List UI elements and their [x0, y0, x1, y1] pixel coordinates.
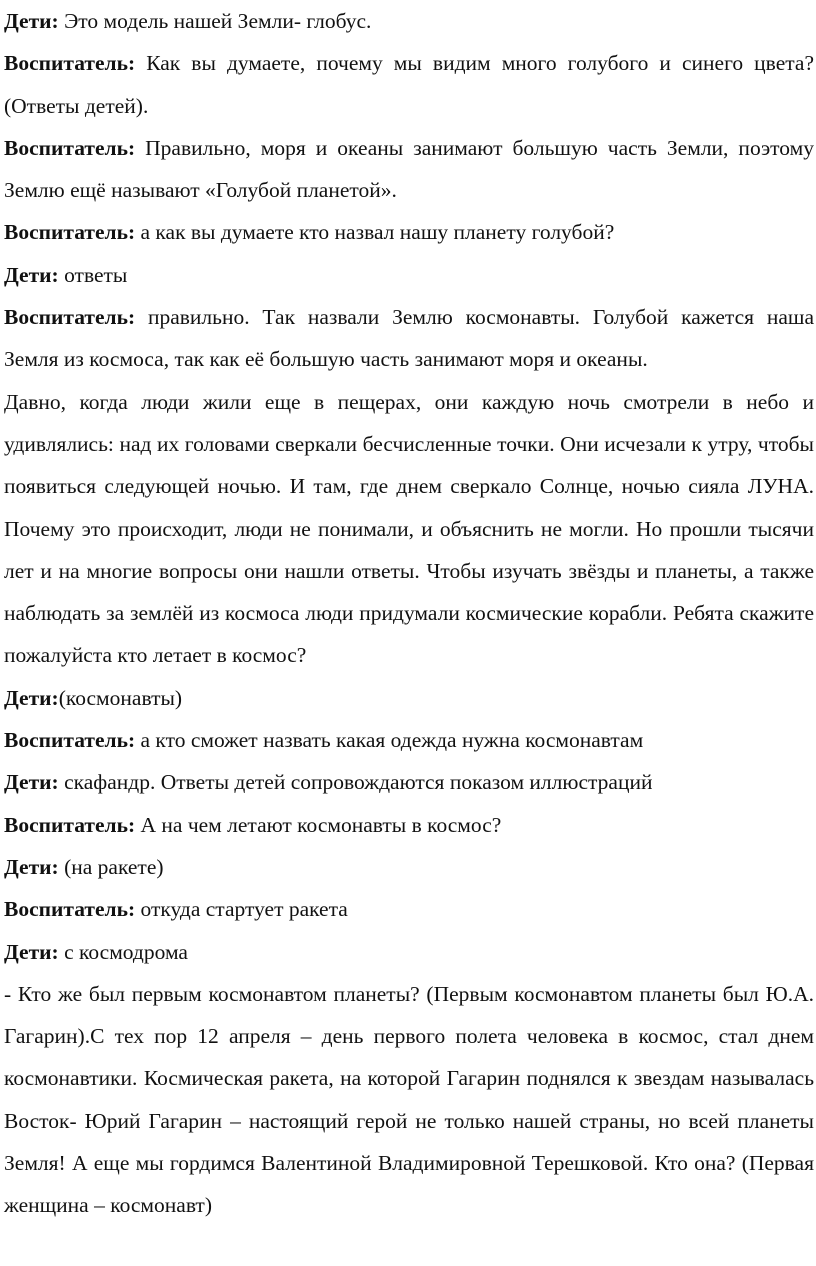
speaker-label: Воспитатель:: [4, 897, 136, 922]
speaker-label: Дети:: [4, 685, 59, 710]
speaker-label: Дети:: [4, 9, 59, 33]
dialogue-line-9: [4, 761, 814, 803]
line-text: Правильно, моря и океаны занимают большую часть Земли, поэтому Землю ещё называют «Голубой планетой».: [4, 135, 814, 203]
dialogue-line-7: [4, 677, 814, 719]
line-text: а как вы думаете кто назвал нашу планету голубой?: [135, 220, 615, 245]
line-text: Это модель нашей Земли- глобус.: [58, 9, 372, 33]
line-text: (космонавты): [58, 685, 183, 710]
dialogue-line-3: [4, 127, 814, 212]
dialogue-line-8: [4, 719, 814, 761]
speaker-label: Дети:: [4, 770, 59, 795]
speaker-label: Дети:: [4, 262, 59, 287]
speaker-label: Дети:: [4, 939, 59, 964]
speaker-label: Воспитатель:: [4, 135, 136, 160]
narrative-paragraph-1: [4, 381, 814, 677]
line-text: правильно. Так назвали Землю космонавты. Голубой кажется наша Земля из космоса, так как её большую часть занимают моря и океаны.: [4, 305, 814, 372]
dialogue-line-11: [4, 846, 814, 888]
paragraph-text: - Кто же был первым космонавтом планеты? (Первым космонавтом планеты был Ю.А. Гагарин).С тех пор 12 апреля – день первого полета человека в космос, стал днем космонавтики. Космическая ракета, на которой Гагарин поднялся к звездам называлась Восток- Юрий Гагарин – настоящий герой не только нашей страны, но всей планеты Земля! А еще мы гордимся Валентиной Владимировной Терешковой. Кто она? (Первая женщина – космонавт): [4, 981, 814, 1218]
speaker-label: Воспитатель:: [4, 51, 136, 76]
speaker-label: Воспитатель:: [4, 812, 136, 837]
line-text: ответы: [58, 262, 128, 287]
dialogue-line-12: [4, 888, 814, 930]
line-text: с космодрома: [58, 939, 188, 964]
dialogue-line-4: [4, 211, 814, 253]
dialogue-line-2: [4, 42, 814, 127]
line-text: а кто сможет назвать какая одежда нужна космонавтам: [135, 728, 644, 753]
speaker-label: Воспитатель:: [4, 220, 136, 245]
speaker-label: Воспитатель:: [4, 305, 136, 330]
speaker-label: Дети:: [4, 854, 59, 879]
speaker-label: Воспитатель:: [4, 728, 136, 753]
line-text: Как вы думаете, почему мы видим много голубого и синего цвета?(Ответы детей).: [4, 51, 814, 118]
dialogue-line-1: [4, 0, 814, 42]
dialogue-line-6: [4, 296, 814, 381]
line-text: скафандр. Ответы детей сопровождаются показом иллюстраций: [58, 770, 653, 795]
line-text: откуда стартует ракета: [135, 897, 348, 922]
line-text: А на чем летают космонавты в космос?: [135, 812, 502, 837]
dialogue-line-10: [4, 804, 814, 846]
dialogue-line-13: [4, 931, 814, 973]
narrative-paragraph-2: [4, 973, 814, 1227]
dialogue-line-5: [4, 254, 814, 296]
document-page: [4, 0, 814, 1227]
line-text: (на ракете): [58, 854, 164, 879]
paragraph-text: Давно, когда люди жили еще в пещерах, они каждую ночь смотрели в небо и удивлялись: над их головами сверкали бесчисленные точки. Они исчезали к утру, чтобы появиться следующей ночью. И там, где днем сверкало Солнце, ночью сияла ЛУНА. Почему это происходит, люди не понимали, и объяснить не могли. Но прошли тысячи лет и на многие вопросы они нашли ответы. Чтобы изучать звёзды и планеты, а также наблюдать за землёй из космоса люди придумали космические корабли. Ребята скажите пожалуйста кто летает в космос?: [4, 389, 814, 668]
